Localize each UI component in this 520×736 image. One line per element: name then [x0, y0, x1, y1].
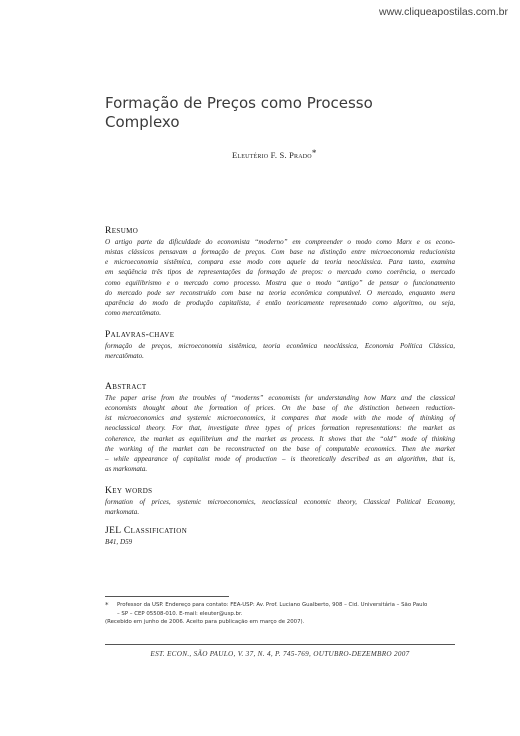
- abstract-section: [105, 382, 455, 474]
- article-title: [105, 94, 405, 132]
- text-line: mercatômato.: [105, 352, 144, 361]
- text-line: aparência do modo de produção capitalista, é então teoricamente representado como algoritmo, ou seja,: [105, 298, 455, 307]
- key-words-section: [105, 486, 455, 517]
- palavras-chave-heading: Palavras-chave: [105, 330, 175, 340]
- text-line: neoclassical theory. For that, investigate three types of prices formation representations: the market as: [105, 424, 455, 433]
- key-words-heading: Key words: [105, 486, 153, 496]
- resumo-body: [105, 237, 455, 318]
- text-line: – while appearance of capitalist mode of production – is theoretically described as an algorithm, that is,: [105, 454, 455, 463]
- footnote-line-3: (Recebido em junho de 2006. Aceito para publicação em março de 2007).: [105, 619, 305, 626]
- watermark-url: www.cliqueapostilas.com.br: [379, 6, 508, 18]
- title-line-2: Complexo: [105, 113, 180, 131]
- resumo-heading: Resumo: [105, 226, 139, 236]
- journal-divider: [105, 644, 455, 645]
- author-footnote-mark: *: [311, 148, 317, 158]
- title-line-1: Formação de Preços como Processo: [105, 94, 373, 112]
- text-line: markomata.: [105, 508, 140, 517]
- text-line: mistas clássicos pensavam a formação de preços. Com base na distinção entre microeconomia reducionista: [105, 248, 455, 257]
- text-line: the working of the market can be reconstructed on the base of computable economics. Then the market: [105, 444, 455, 453]
- footnote-line-2: [105, 610, 455, 619]
- text-line: ist microeconomics and systemic microeconomics, it compares that mode with the mode of thinking of: [105, 414, 455, 423]
- text-line: economists thought about the formation of prices. On the base of the distinction between reduction-: [105, 404, 455, 413]
- author-name: Eleutério F. S. Prado: [232, 150, 312, 160]
- palavras-chave-body: [105, 341, 455, 361]
- footnote-text-2: – SP – CEP 05508-010. E-mail: eleuter@usp.br.: [117, 610, 243, 617]
- footnote-line-1: [105, 601, 455, 610]
- text-line: e microeconomia sistêmica, compara esse modo com aquele da teoria neoclássica. Para tanto, examina: [105, 258, 455, 267]
- abstract-body: [105, 393, 455, 474]
- journal-reference: EST. ECON., SÃO PAULO, V. 37, N. 4, P. 745-769, OUTUBRO-DEZEMBRO 2007: [150, 650, 410, 658]
- key-words-body: [105, 497, 455, 517]
- text-line: O artigo parte da dificuldade do economista “moderno” em compreender o modo como Marx e os econo-: [105, 238, 455, 246]
- footnote-text-1: Professor da USP. Endereço para contato: FEA-USP: Av. Prof. Luciano Gualberto, 908 – Cid. Universitária – São Paulo: [117, 602, 428, 608]
- resumo-section: [105, 226, 455, 318]
- text-line: como mercatômato.: [105, 309, 162, 318]
- author-byline: [232, 148, 317, 160]
- text-line: as markomata.: [105, 465, 148, 474]
- jel-section: [105, 526, 455, 547]
- jel-heading: JEL Classification: [105, 526, 188, 536]
- footnote: [105, 601, 455, 627]
- palavras-chave-section: [105, 330, 455, 361]
- abstract-heading: Abstract: [105, 382, 147, 392]
- text-line: do mercado pode ser reconstruído com base na teoria econômica computável. O mercado, enquanto mera: [105, 288, 455, 297]
- footnote-divider: [105, 596, 229, 597]
- jel-codes: B41, D59: [105, 538, 133, 546]
- text-line: coherence, the market as equilibrium and the market as process. It shows that the “old” mode of thinking: [105, 434, 455, 443]
- text-line: formation of prices, systemic microeconomics, neoclassical economic theory, Classical Political Economy,: [105, 498, 455, 506]
- footnote-mark: *: [105, 601, 109, 609]
- text-line: em seqüência três tipos de representações da formação de preços: o mercado como coerência, o mercado: [105, 268, 455, 277]
- text-line: The paper arise from the troubles of “moderns” economists for understanding how Marx and the classical: [105, 394, 455, 402]
- text-line: como equilibrismo e o mercado como processo. Mostra que o modo “antigo” de pensar o funcionamento: [105, 278, 455, 287]
- text-line: formação de preços, microeconomia sistêmica, teoria econômica neoclássica, Economia Política Clássica,: [105, 342, 455, 350]
